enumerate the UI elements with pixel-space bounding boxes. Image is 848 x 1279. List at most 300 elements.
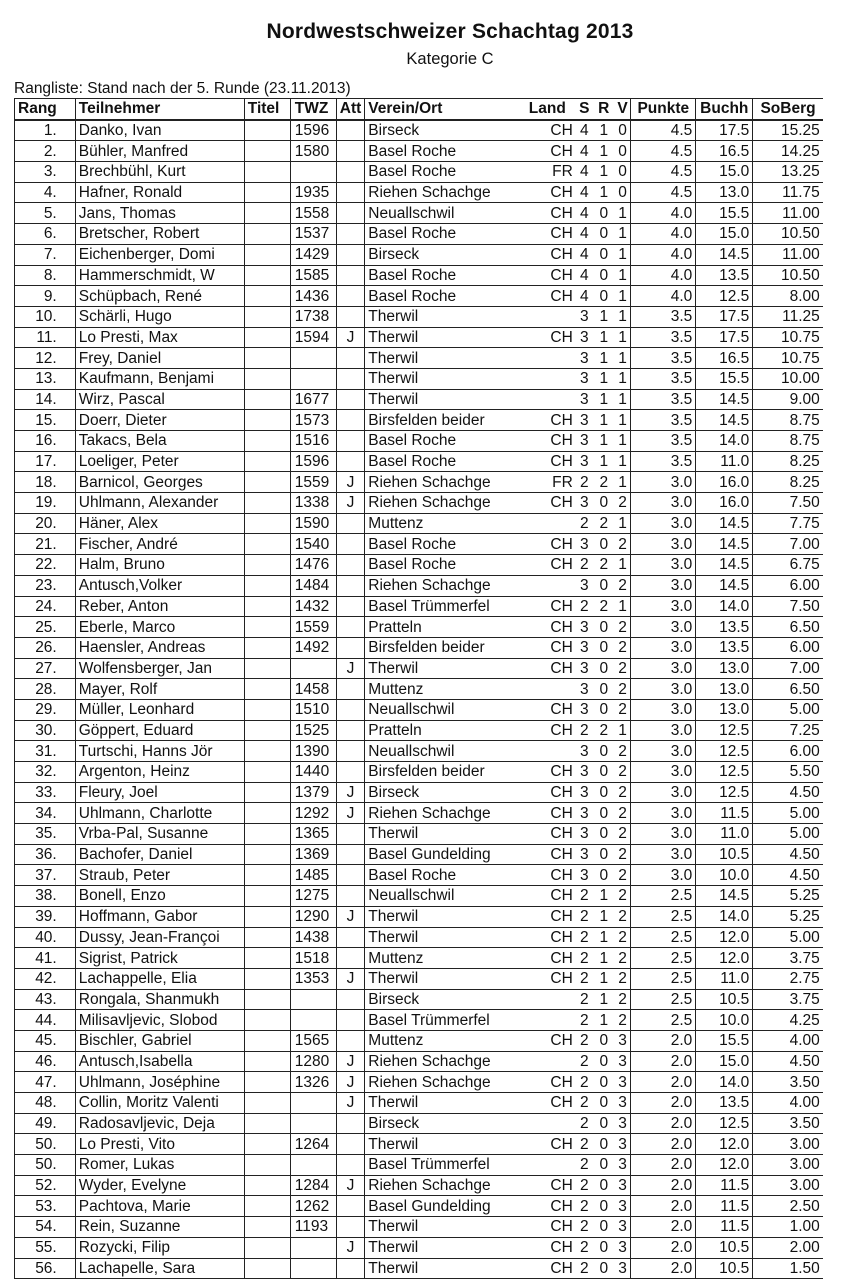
cell-buchh: 15.0 xyxy=(696,162,753,183)
cell-att: J xyxy=(336,472,365,493)
cell-teilnehmer: Kaufmann, Benjami xyxy=(75,368,244,389)
cell-att xyxy=(336,699,365,720)
cell-titel xyxy=(244,306,290,327)
cell-punkte: 2.0 xyxy=(631,1175,696,1196)
cell-r: 1 xyxy=(593,389,615,410)
cell-rang: 39. xyxy=(15,906,76,927)
cell-v: 1 xyxy=(615,224,631,245)
cell-twz: 1559 xyxy=(290,472,336,493)
cell-att xyxy=(336,575,365,596)
cell-soberg: 5.00 xyxy=(753,824,823,845)
cell-r: 0 xyxy=(593,286,615,307)
cell-v: 2 xyxy=(615,658,631,679)
cell-teilnehmer: Bretscher, Robert xyxy=(75,224,244,245)
cell-twz: 1537 xyxy=(290,224,336,245)
cell-att: J xyxy=(336,1051,365,1072)
cell-v: 2 xyxy=(615,534,631,555)
cell-buchh: 10.5 xyxy=(696,1237,753,1258)
cell-punkte: 2.5 xyxy=(631,1010,696,1031)
cell-twz: 1516 xyxy=(290,431,336,452)
cell-buchh: 15.0 xyxy=(696,224,753,245)
cell-v: 1 xyxy=(615,244,631,265)
cell-soberg: 5.00 xyxy=(753,927,823,948)
cell-att xyxy=(336,1196,365,1217)
cell-verein: Riehen Schachge xyxy=(365,1072,519,1093)
cell-v: 1 xyxy=(615,472,631,493)
cell-soberg: 5.00 xyxy=(753,803,823,824)
cell-verein: Muttenz xyxy=(365,948,519,969)
cell-buchh: 11.5 xyxy=(696,803,753,824)
cell-land: CH xyxy=(519,182,576,203)
cell-twz: 1573 xyxy=(290,410,336,431)
cell-buchh: 14.5 xyxy=(696,534,753,555)
cell-v: 1 xyxy=(615,327,631,348)
cell-v: 3 xyxy=(615,1217,631,1238)
cell-v: 2 xyxy=(615,803,631,824)
cell-buchh: 14.0 xyxy=(696,1072,753,1093)
cell-v: 1 xyxy=(615,368,631,389)
cell-twz: 1558 xyxy=(290,203,336,224)
table-row xyxy=(15,782,823,803)
table-row xyxy=(15,286,823,307)
standings-status: Rangliste: Stand nach der 5. Runde (23.11.2013) xyxy=(14,80,351,97)
cell-s: 3 xyxy=(576,327,593,348)
cell-v: 3 xyxy=(615,1072,631,1093)
cell-att xyxy=(336,451,365,472)
cell-s: 2 xyxy=(576,472,593,493)
cell-buchh: 14.5 xyxy=(696,410,753,431)
cell-land xyxy=(519,741,576,762)
cell-titel xyxy=(244,555,290,576)
cell-s: 2 xyxy=(576,513,593,534)
cell-att xyxy=(336,513,365,534)
cell-r: 0 xyxy=(593,244,615,265)
cell-land: CH xyxy=(519,1093,576,1114)
cell-s: 3 xyxy=(576,782,593,803)
cell-rang: 49. xyxy=(15,1113,76,1134)
cell-s: 3 xyxy=(576,534,593,555)
table-row xyxy=(15,1072,823,1093)
cell-teilnehmer: Straub, Peter xyxy=(75,865,244,886)
cell-titel xyxy=(244,1010,290,1031)
cell-s: 2 xyxy=(576,1217,593,1238)
cell-soberg: 11.75 xyxy=(753,182,823,203)
cell-twz: 1525 xyxy=(290,720,336,741)
cell-twz xyxy=(290,1155,336,1176)
cell-verein: Riehen Schachge xyxy=(365,803,519,824)
cell-twz: 1280 xyxy=(290,1051,336,1072)
cell-soberg: 7.00 xyxy=(753,658,823,679)
cell-punkte: 3.0 xyxy=(631,679,696,700)
cell-soberg: 10.50 xyxy=(753,224,823,245)
cell-v: 2 xyxy=(615,844,631,865)
cell-s: 2 xyxy=(576,906,593,927)
cell-v: 3 xyxy=(615,1113,631,1134)
cell-land: CH xyxy=(519,886,576,907)
cell-att: J xyxy=(336,327,365,348)
cell-titel xyxy=(244,472,290,493)
cell-soberg: 8.75 xyxy=(753,431,823,452)
cell-twz: 1510 xyxy=(290,699,336,720)
cell-rang: 8. xyxy=(15,265,76,286)
cell-titel xyxy=(244,493,290,514)
cell-r: 2 xyxy=(593,472,615,493)
cell-rang: 33. xyxy=(15,782,76,803)
table-row xyxy=(15,1134,823,1155)
cell-r: 0 xyxy=(593,1196,615,1217)
cell-twz xyxy=(290,658,336,679)
cell-teilnehmer: Göppert, Eduard xyxy=(75,720,244,741)
cell-s: 2 xyxy=(576,1030,593,1051)
cell-rang: 25. xyxy=(15,617,76,638)
cell-verein: Muttenz xyxy=(365,513,519,534)
cell-att: J xyxy=(336,493,365,514)
table-row xyxy=(15,617,823,638)
cell-buchh: 13.0 xyxy=(696,658,753,679)
cell-att xyxy=(336,720,365,741)
table-row xyxy=(15,224,823,245)
cell-teilnehmer: Bonell, Enzo xyxy=(75,886,244,907)
cell-s: 2 xyxy=(576,1237,593,1258)
cell-v: 2 xyxy=(615,699,631,720)
cell-punkte: 4.5 xyxy=(631,162,696,183)
cell-twz: 1540 xyxy=(290,534,336,555)
cell-buchh: 14.5 xyxy=(696,555,753,576)
cell-buchh: 11.5 xyxy=(696,1175,753,1196)
cell-s: 2 xyxy=(576,948,593,969)
cell-punkte: 2.0 xyxy=(631,1196,696,1217)
cell-punkte: 4.5 xyxy=(631,120,696,141)
cell-titel xyxy=(244,886,290,907)
cell-titel xyxy=(244,927,290,948)
cell-buchh: 10.5 xyxy=(696,989,753,1010)
cell-r: 0 xyxy=(593,265,615,286)
cell-titel xyxy=(244,906,290,927)
cell-att xyxy=(336,886,365,907)
cell-s: 3 xyxy=(576,865,593,886)
cell-twz: 1484 xyxy=(290,575,336,596)
cell-r: 1 xyxy=(593,451,615,472)
cell-land: CH xyxy=(519,1134,576,1155)
cell-titel xyxy=(244,1134,290,1155)
cell-punkte: 3.0 xyxy=(631,555,696,576)
column-header-verein: Verein/Ort xyxy=(365,99,519,120)
cell-punkte: 4.0 xyxy=(631,203,696,224)
cell-titel xyxy=(244,244,290,265)
cell-verein: Basel Trümmerfel xyxy=(365,596,519,617)
cell-teilnehmer: Takacs, Bela xyxy=(75,431,244,452)
cell-teilnehmer: Jans, Thomas xyxy=(75,203,244,224)
cell-att xyxy=(336,244,365,265)
cell-soberg: 2.50 xyxy=(753,1196,823,1217)
cell-teilnehmer: Eichenberger, Domi xyxy=(75,244,244,265)
cell-teilnehmer: Uhlmann, Joséphine xyxy=(75,1072,244,1093)
cell-soberg: 6.50 xyxy=(753,617,823,638)
cell-twz: 1580 xyxy=(290,141,336,162)
cell-teilnehmer: Romer, Lukas xyxy=(75,1155,244,1176)
cell-titel xyxy=(244,431,290,452)
cell-att xyxy=(336,1134,365,1155)
table-row xyxy=(15,1258,823,1279)
cell-rang: 4. xyxy=(15,182,76,203)
table-row xyxy=(15,1196,823,1217)
cell-r: 1 xyxy=(593,906,615,927)
cell-titel xyxy=(244,1217,290,1238)
cell-twz xyxy=(290,989,336,1010)
cell-punkte: 3.0 xyxy=(631,803,696,824)
cell-verein: Basel Roche xyxy=(365,865,519,886)
table-row xyxy=(15,451,823,472)
table-row xyxy=(15,865,823,886)
cell-s: 2 xyxy=(576,1196,593,1217)
cell-punkte: 3.0 xyxy=(631,865,696,886)
cell-land: CH xyxy=(519,1217,576,1238)
table-row xyxy=(15,762,823,783)
cell-rang: 1. xyxy=(15,120,76,141)
cell-twz: 1292 xyxy=(290,803,336,824)
cell-punkte: 2.5 xyxy=(631,927,696,948)
cell-land: CH xyxy=(519,1030,576,1051)
table-row xyxy=(15,368,823,389)
cell-titel xyxy=(244,1051,290,1072)
cell-r: 0 xyxy=(593,1175,615,1196)
cell-land xyxy=(519,679,576,700)
cell-twz: 1338 xyxy=(290,493,336,514)
cell-r: 0 xyxy=(593,1093,615,1114)
cell-r: 2 xyxy=(593,596,615,617)
cell-titel xyxy=(244,637,290,658)
table-header xyxy=(15,99,823,120)
table-row xyxy=(15,844,823,865)
cell-v: 0 xyxy=(615,182,631,203)
cell-r: 0 xyxy=(593,1072,615,1093)
cell-twz: 1429 xyxy=(290,244,336,265)
cell-punkte: 2.5 xyxy=(631,886,696,907)
cell-buchh: 15.5 xyxy=(696,368,753,389)
cell-s: 3 xyxy=(576,679,593,700)
cell-buchh: 14.5 xyxy=(696,244,753,265)
cell-r: 0 xyxy=(593,203,615,224)
column-header-v: V xyxy=(615,99,631,120)
cell-verein: Basel Trümmerfel xyxy=(365,1155,519,1176)
cell-s: 3 xyxy=(576,741,593,762)
cell-s: 3 xyxy=(576,493,593,514)
cell-rang: 6. xyxy=(15,224,76,245)
cell-punkte: 2.5 xyxy=(631,989,696,1010)
cell-teilnehmer: Häner, Alex xyxy=(75,513,244,534)
cell-v: 2 xyxy=(615,989,631,1010)
cell-titel xyxy=(244,596,290,617)
cell-rang: 38. xyxy=(15,886,76,907)
cell-r: 0 xyxy=(593,1134,615,1155)
cell-v: 2 xyxy=(615,1010,631,1031)
cell-teilnehmer: Haensler, Andreas xyxy=(75,637,244,658)
table-row xyxy=(15,203,823,224)
cell-rang: 23. xyxy=(15,575,76,596)
cell-r: 0 xyxy=(593,782,615,803)
cell-rang: 24. xyxy=(15,596,76,617)
cell-punkte: 4.0 xyxy=(631,224,696,245)
table-row xyxy=(15,1175,823,1196)
cell-att xyxy=(336,989,365,1010)
cell-twz: 1438 xyxy=(290,927,336,948)
cell-v: 3 xyxy=(615,1258,631,1279)
cell-buchh: 12.5 xyxy=(696,1113,753,1134)
cell-r: 0 xyxy=(593,534,615,555)
cell-land: CH xyxy=(519,431,576,452)
cell-buchh: 13.5 xyxy=(696,637,753,658)
cell-soberg: 10.50 xyxy=(753,265,823,286)
cell-soberg: 4.00 xyxy=(753,1093,823,1114)
cell-buchh: 14.5 xyxy=(696,575,753,596)
cell-s: 3 xyxy=(576,348,593,369)
cell-s: 2 xyxy=(576,720,593,741)
cell-rang: 14. xyxy=(15,389,76,410)
cell-r: 0 xyxy=(593,803,615,824)
cell-verein: Therwil xyxy=(365,824,519,845)
cell-titel xyxy=(244,1258,290,1279)
cell-r: 0 xyxy=(593,1217,615,1238)
cell-verein: Therwil xyxy=(365,306,519,327)
cell-rang: 17. xyxy=(15,451,76,472)
cell-punkte: 3.0 xyxy=(631,493,696,514)
cell-land: CH xyxy=(519,762,576,783)
cell-titel xyxy=(244,1093,290,1114)
cell-twz: 1492 xyxy=(290,637,336,658)
cell-verein: Neuallschwil xyxy=(365,203,519,224)
cell-verein: Riehen Schachge xyxy=(365,182,519,203)
cell-teilnehmer: Lachapelle, Sara xyxy=(75,1258,244,1279)
cell-twz: 1290 xyxy=(290,906,336,927)
cell-land: CH xyxy=(519,555,576,576)
cell-s: 2 xyxy=(576,927,593,948)
cell-land: CH xyxy=(519,534,576,555)
table-row xyxy=(15,1237,823,1258)
cell-verein: Basel Roche xyxy=(365,555,519,576)
cell-v: 2 xyxy=(615,617,631,638)
cell-verein: Basel Roche xyxy=(365,224,519,245)
cell-land: CH xyxy=(519,596,576,617)
cell-teilnehmer: Wolfensberger, Jan xyxy=(75,658,244,679)
cell-r: 1 xyxy=(593,368,615,389)
cell-buchh: 16.0 xyxy=(696,493,753,514)
cell-rang: 52. xyxy=(15,1175,76,1196)
cell-soberg: 6.00 xyxy=(753,637,823,658)
cell-buchh: 13.0 xyxy=(696,699,753,720)
cell-soberg: 3.75 xyxy=(753,989,823,1010)
cell-s: 3 xyxy=(576,306,593,327)
cell-titel xyxy=(244,617,290,638)
cell-buchh: 12.5 xyxy=(696,741,753,762)
cell-verein: Basel Roche xyxy=(365,451,519,472)
cell-teilnehmer: Eberle, Marco xyxy=(75,617,244,638)
cell-s: 3 xyxy=(576,617,593,638)
cell-verein: Basel Roche xyxy=(365,286,519,307)
cell-rang: 44. xyxy=(15,1010,76,1031)
cell-titel xyxy=(244,513,290,534)
cell-punkte: 3.0 xyxy=(631,844,696,865)
cell-punkte: 2.0 xyxy=(631,1051,696,1072)
cell-buchh: 12.5 xyxy=(696,286,753,307)
table-row xyxy=(15,348,823,369)
cell-soberg: 5.50 xyxy=(753,762,823,783)
cell-verein: Muttenz xyxy=(365,1030,519,1051)
cell-buchh: 12.5 xyxy=(696,720,753,741)
cell-r: 0 xyxy=(593,575,615,596)
cell-land: CH xyxy=(519,1258,576,1279)
cell-verein: Birsfelden beider xyxy=(365,637,519,658)
cell-att xyxy=(336,762,365,783)
cell-att: J xyxy=(336,1237,365,1258)
table-row xyxy=(15,306,823,327)
cell-rang: 12. xyxy=(15,348,76,369)
cell-soberg: 7.50 xyxy=(753,493,823,514)
cell-att xyxy=(336,224,365,245)
cell-buchh: 13.5 xyxy=(696,1093,753,1114)
cell-v: 1 xyxy=(615,306,631,327)
cell-land: CH xyxy=(519,617,576,638)
cell-v: 3 xyxy=(615,1237,631,1258)
cell-soberg: 3.75 xyxy=(753,948,823,969)
category-subtitle: Kategorie C xyxy=(406,50,494,68)
cell-att xyxy=(336,637,365,658)
cell-titel xyxy=(244,203,290,224)
cell-titel xyxy=(244,265,290,286)
cell-punkte: 3.0 xyxy=(631,472,696,493)
cell-v: 1 xyxy=(615,555,631,576)
cell-titel xyxy=(244,699,290,720)
cell-verein: Therwil xyxy=(365,327,519,348)
cell-soberg: 5.25 xyxy=(753,906,823,927)
cell-land: CH xyxy=(519,1196,576,1217)
cell-v: 3 xyxy=(615,1196,631,1217)
cell-r: 0 xyxy=(593,741,615,762)
cell-land: CH xyxy=(519,120,576,141)
cell-v: 2 xyxy=(615,948,631,969)
cell-buchh: 15.5 xyxy=(696,203,753,224)
table-row xyxy=(15,265,823,286)
cell-v: 1 xyxy=(615,431,631,452)
cell-land: FR xyxy=(519,472,576,493)
column-header-punkte: Punkte xyxy=(631,99,696,120)
cell-r: 0 xyxy=(593,865,615,886)
cell-rang: 21. xyxy=(15,534,76,555)
cell-titel xyxy=(244,575,290,596)
table-row xyxy=(15,658,823,679)
cell-verein: Therwil xyxy=(365,658,519,679)
cell-att xyxy=(336,182,365,203)
cell-verein: Therwil xyxy=(365,1134,519,1155)
cell-teilnehmer: Halm, Bruno xyxy=(75,555,244,576)
cell-rang: 19. xyxy=(15,493,76,514)
cell-r: 0 xyxy=(593,679,615,700)
cell-soberg: 2.75 xyxy=(753,968,823,989)
cell-twz: 1353 xyxy=(290,968,336,989)
cell-soberg: 2.00 xyxy=(753,1237,823,1258)
cell-buchh: 12.0 xyxy=(696,1134,753,1155)
cell-titel xyxy=(244,182,290,203)
cell-punkte: 3.5 xyxy=(631,348,696,369)
cell-buchh: 10.5 xyxy=(696,1258,753,1279)
cell-v: 2 xyxy=(615,865,631,886)
cell-teilnehmer: Milisavljevic, Slobod xyxy=(75,1010,244,1031)
cell-soberg: 6.75 xyxy=(753,555,823,576)
cell-verein: Birseck xyxy=(365,244,519,265)
cell-land: CH xyxy=(519,1072,576,1093)
cell-teilnehmer: Collin, Moritz Valenti xyxy=(75,1093,244,1114)
cell-soberg: 4.50 xyxy=(753,865,823,886)
cell-verein: Therwil xyxy=(365,1237,519,1258)
